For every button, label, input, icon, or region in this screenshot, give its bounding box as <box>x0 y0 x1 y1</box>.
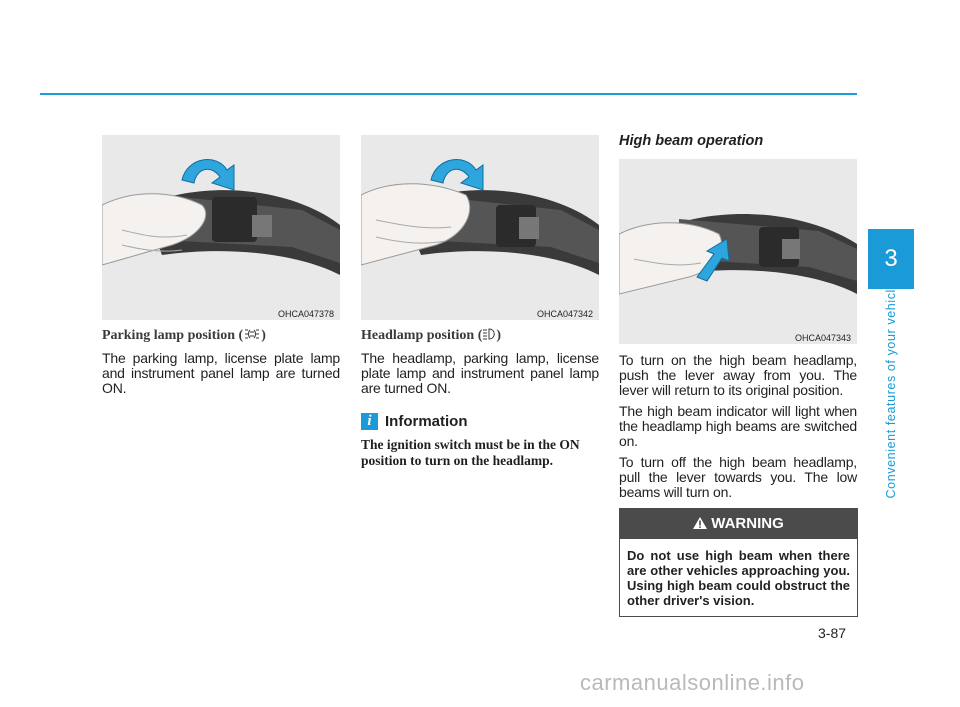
information-body: The ignition switch must be in the ON position to turn on the headlamp. <box>361 437 580 468</box>
information-icon: i <box>361 413 378 430</box>
high-beam-para-1: To turn on the high beam headlamp, push the lever away from you. The lever will return to its original position. <box>619 352 857 398</box>
chapter-tab: 3 <box>868 229 914 289</box>
information-title: Information <box>385 413 468 430</box>
warning-body: Do not use high beam when there are other vehicles approaching you. Using high beam could obstruct the other driver's vision. <box>627 548 850 608</box>
top-rule <box>40 93 857 95</box>
figure-3-code: OHCA047343 <box>795 333 852 343</box>
parking-lamp-heading <box>102 328 340 344</box>
figure-1-code: OHCA047378 <box>278 309 335 319</box>
headlamp-section <box>361 328 599 396</box>
page-number: 3-87 <box>818 625 847 641</box>
parking-lamp-icon <box>243 328 261 343</box>
headlamp-icon <box>482 328 496 343</box>
high-beam-heading: High beam operation <box>619 133 764 149</box>
figure-headlamp <box>361 135 599 320</box>
headlamp-heading <box>361 328 599 344</box>
parking-lamp-body: The parking lamp, license plate lamp and instrument panel lamp are turned ON. <box>102 350 340 396</box>
figure-high-beam <box>619 159 857 344</box>
headlamp-body: The headlamp, parking lamp, license plate lamp and instrument panel lamp are turned ON. <box>361 350 599 396</box>
high-beam-section <box>619 353 857 500</box>
high-beam-para-3: To turn off the high beam headlamp, pull the lever towards you. The low beams will turn on. <box>619 454 857 500</box>
headlamp-heading-prefix: Headlamp position ( <box>361 328 483 343</box>
chapter-title: Convenient features of your vehicle <box>884 281 898 499</box>
parking-heading-prefix: Parking lamp position ( <box>102 328 244 343</box>
warning-box <box>619 508 858 617</box>
high-beam-para-2: The high beam indicator will light when the headlamp high beams are switched on. <box>619 403 857 449</box>
parking-heading-suffix: ) <box>261 328 266 343</box>
warning-title: WARNING <box>711 515 784 532</box>
figure-parking-lamp <box>102 135 340 320</box>
headlamp-heading-suffix: ) <box>496 328 502 343</box>
figure-2-code: OHCA047342 <box>537 309 594 319</box>
warning-icon <box>693 515 711 532</box>
warning-header <box>620 509 857 539</box>
watermark: carmanualsonline.info <box>580 670 805 695</box>
parking-lamp-section <box>102 328 340 396</box>
